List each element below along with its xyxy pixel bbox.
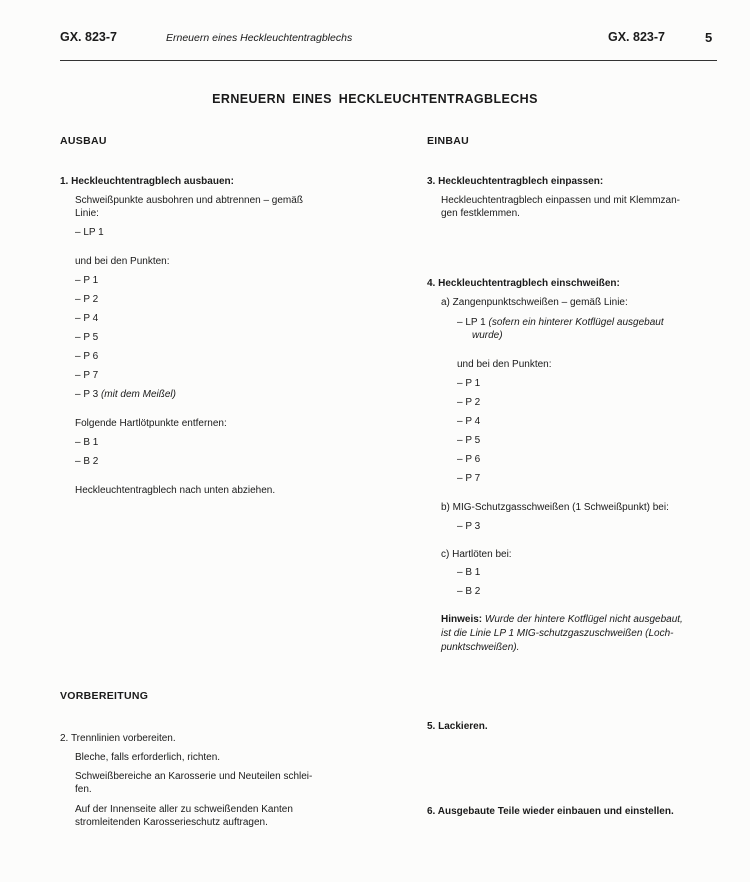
step-4a-p2: – P 2 [457,397,481,408]
step-3-title: 3. Heckleuchtentragblech einpassen: [427,176,604,187]
step-4a-lp1-note: (sofern ein hinterer Kotflügel ausgebaut [488,317,664,328]
section-heading-einbau: EINBAU [427,135,470,147]
step-3-text-line1: Heckleuchtentragblech einpassen und mit Klemmzan- [441,195,681,206]
list-item-b1: – B 1 [75,437,99,448]
step-1-text-line2: Linie: [75,208,99,219]
step-4a-title: a) Zangenpunktschweißen – gemäß Linie: [441,297,628,308]
section-heading-ausbau: AUSBAU [60,135,107,147]
list-item-p2: – P 2 [75,294,99,305]
points-intro: und bei den Punkten: [75,256,170,267]
step-1-text-line1: Schweißpunkte ausbohren und abtrennen – gemäß [75,195,303,206]
list-item-p6: – P 6 [75,351,99,362]
step-6-title: 6. Ausgebaute Teile wieder einbauen und einstellen. [427,806,674,817]
list-item-p3 [75,388,176,402]
step-4a-p6: – P 6 [457,454,481,465]
list-item-p3-label: – P 3 [75,389,99,400]
list-item-p5: – P 5 [75,332,99,343]
running-title: Erneuern eines Heckleuchtentragblechs [166,32,353,44]
list-item-p3-note: (mit dem Meißel) [100,389,176,400]
step-5-title: 5. Lackieren. [427,721,488,732]
step-1-title: 1. Heckleuchtentragblech ausbauen: [60,176,234,187]
step-4a-p7: – P 7 [457,473,481,484]
step-4c-b2: – B 2 [457,586,481,597]
step-3-text-line2: gen festklemmen. [441,208,520,219]
hint-label: Hinweis: [441,614,483,625]
step-4a-p1: – P 1 [457,378,481,389]
braze-points-intro: Folgende Hartlötpunkte entfernen: [75,418,227,429]
list-item-p7: – P 7 [75,370,99,381]
hint-text-line1: Wurde der hintere Kotflügel nicht ausgebaut, [484,614,683,625]
page-title: ERNEUERN EINES HECKLEUCHTENTRAGBLECHS [212,92,538,106]
step-2-text-straighten: Bleche, falls erforderlich, richten. [75,752,221,763]
list-item-p4: – P 4 [75,313,99,324]
hint-line1 [441,613,683,627]
list-item-lp1: – LP 1 [75,227,104,238]
hint-text-line3: punktschweißen). [441,642,520,653]
list-item-p1: – P 1 [75,275,99,286]
step-4b-p3: – P 3 [457,521,481,532]
step-4a-points-intro: und bei den Punkten: [457,359,552,370]
step-4a-lp1-label: – LP 1 [457,317,486,328]
step-4a-lp1 [457,316,664,330]
page-number: 5 [705,30,713,45]
doc-code-right: GX. 823-7 [608,30,665,44]
doc-code-left: GX. 823-7 [60,30,117,44]
step-4a-p4: – P 4 [457,416,481,427]
step-4a-p5: – P 5 [457,435,481,446]
pull-off-instruction: Heckleuchtentragblech nach unten abziehen. [75,485,276,496]
step-4b-title: b) MIG-Schutzgasschweißen (1 Schweißpunkt) bei: [441,502,669,513]
step-4a-lp1-note-line2: wurde) [472,330,503,341]
section-heading-vorbereitung: VORBEREITUNG [60,690,149,702]
step-2-text-protect-line2: stromleitenden Karosserieschutz auftragen. [75,817,268,828]
header-rule [60,60,717,61]
list-item-b2: – B 2 [75,456,99,467]
hint-text-line2: ist die Linie LP 1 MIG-schutzgaszuschweißen (Loch- [441,628,674,639]
step-2-title: 2. Trennlinien vorbereiten. [60,733,176,744]
step-4c-b1: – B 1 [457,567,481,578]
step-4c-title: c) Hartlöten bei: [441,549,512,560]
step-2-text-protect-line1: Auf der Innenseite aller zu schweißenden Kanten [75,804,293,815]
step-2-text-grind-line2: fen. [75,784,92,795]
step-2-text-grind-line1: Schweißbereiche an Karosserie und Neuteilen schlei- [75,771,313,782]
step-4-title: 4. Heckleuchtentragblech einschweißen: [427,278,620,289]
